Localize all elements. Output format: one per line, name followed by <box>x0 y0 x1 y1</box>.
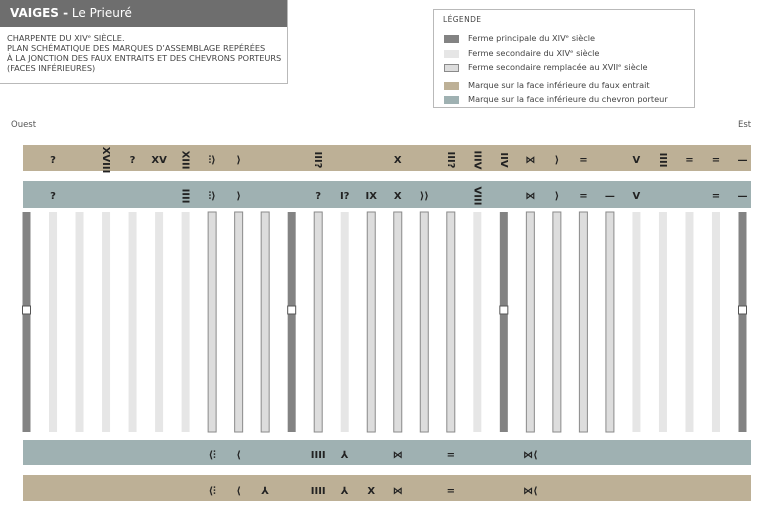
truss-replaced-21 <box>553 212 561 432</box>
title-bold: VAIGES - <box>10 6 69 20</box>
assembly-mark-bottom-chevron: = <box>446 450 455 461</box>
truss-joint-marker <box>288 306 296 314</box>
assembly-mark-top-faux-entrait: XIII <box>179 150 191 170</box>
assembly-mark-bottom-chevron: ⋈⟨ <box>523 450 538 461</box>
truss-secondary-13 <box>341 212 349 432</box>
assembly-mark-top-faux-entrait: IIV <box>497 152 509 168</box>
assembly-mark-top-faux-entrait: IIII <box>656 152 668 168</box>
assembly-mark-bottom-faux-entrait: ⟨ <box>236 486 241 497</box>
assembly-mark-top-chevron: ⫶⟩ <box>208 191 216 202</box>
assembly-mark-top-chevron: ⟩ <box>554 191 560 202</box>
legend-label: Ferme principale du XIVᵉ siècle <box>468 33 596 43</box>
truss-principal-11 <box>288 212 296 432</box>
assembly-mark-top-faux-entrait: IIIV <box>471 150 483 170</box>
assembly-mark-top-faux-entrait: XVIII <box>100 146 112 174</box>
truss-secondary-2 <box>49 212 57 432</box>
truss-replaced-23 <box>606 212 614 432</box>
assembly-mark-top-chevron: I? <box>339 191 350 202</box>
assembly-mark-bottom-faux-entrait: X <box>367 486 376 497</box>
assembly-mark-top-faux-entrait: ⟩ <box>236 155 241 166</box>
legend-title: LÉGENDE <box>443 15 482 24</box>
assembly-mark-bottom-chevron: ⟨ <box>236 450 241 461</box>
assembly-mark-bottom-chevron: ⋈ <box>392 450 403 461</box>
truss-secondary-24 <box>632 212 640 432</box>
assembly-mark-top-faux-entrait: ? <box>50 155 56 166</box>
assembly-mark-bottom-faux-entrait: IIII <box>310 486 326 497</box>
truss-secondary-6 <box>155 212 163 432</box>
assembly-mark-top-faux-entrait: = <box>579 155 588 166</box>
truss-secondary-25 <box>659 212 667 432</box>
assembly-mark-top-chevron: ⟩ <box>236 191 241 202</box>
assembly-mark-top-faux-entrait: III? <box>444 151 456 169</box>
legend-label: Ferme secondaire du XIVᵉ siècle <box>468 48 600 58</box>
truss-replaced-22 <box>579 212 587 432</box>
truss-secondary-27 <box>712 212 720 432</box>
legend-label: Marque sur la face inférieure du chevron porteur <box>468 94 668 104</box>
truss-secondary-4 <box>102 212 110 432</box>
truss-joint-marker <box>500 306 508 314</box>
assembly-mark-top-faux-entrait: V <box>632 155 641 166</box>
truss-replaced-16 <box>420 212 428 432</box>
assembly-mark-top-faux-entrait: ? <box>129 155 136 166</box>
assembly-mark-bottom-faux-entrait: ⋈ <box>392 486 403 497</box>
assembly-mark-top-faux-entrait: X <box>393 155 402 166</box>
subtitle: CHARPENTE DU XIVᵉ SIÈCLE. PLAN SCHÉMATIQUE DES MARQUES D’ASSEMBLAGE REPÉRÉES À LA JONCTION DES FAUX ENTRAITS ET DES CHEVRONS PORTEURS (FACES INFÉRIEURES) <box>7 33 282 73</box>
truss-replaced-8 <box>208 212 216 432</box>
assembly-mark-bottom-faux-entrait: = <box>446 486 455 497</box>
assembly-mark-top-chevron: ⋈ <box>525 191 536 202</box>
assembly-mark-top-chevron: = <box>711 191 721 202</box>
assembly-mark-bottom-faux-entrait: ⋈⟨ <box>523 486 538 497</box>
truss-secondary-5 <box>129 212 137 432</box>
truss-replaced-20 <box>526 212 534 432</box>
truss-replaced-9 <box>235 212 243 432</box>
truss-secondary-26 <box>685 212 693 432</box>
east-label: Est <box>738 120 752 130</box>
assembly-mark-top-faux-entrait: ⋈ <box>525 155 536 166</box>
assembly-mark-top-chevron: ? <box>315 191 322 202</box>
truss-replaced-10 <box>261 212 269 432</box>
assembly-mark-top-faux-entrait: = <box>711 155 721 166</box>
assembly-mark-top-chevron: IX <box>365 191 377 202</box>
assembly-mark-top-chevron: — <box>737 191 748 202</box>
assembly-mark-top-faux-entrait: XV <box>151 155 167 166</box>
truss-secondary-7 <box>182 212 190 432</box>
truss-secondary-18 <box>473 212 481 432</box>
assembly-mark-top-chevron: — <box>604 191 615 202</box>
assembly-mark-top-chevron: ? <box>50 191 56 202</box>
truss-principal-1 <box>23 212 31 432</box>
assembly-mark-top-chevron: VIII <box>471 186 483 206</box>
assembly-mark-top-chevron: X <box>393 191 402 202</box>
truss-secondary-3 <box>76 212 84 432</box>
assembly-mark-top-faux-entrait: ⫶⟩ <box>208 155 216 166</box>
assembly-mark-top-faux-entrait: III? <box>312 151 324 169</box>
assembly-mark-bottom-faux-entrait: ⟨⫶ <box>208 486 216 497</box>
truss-replaced-14 <box>367 212 375 432</box>
assembly-mark-top-faux-entrait: ⟩ <box>554 155 560 166</box>
west-label: Ouest <box>11 120 37 130</box>
assembly-mark-bottom-faux-entrait: ⅄ <box>261 486 269 497</box>
truss-principal-28 <box>739 212 747 432</box>
assembly-mark-bottom-chevron: ⅄ <box>340 450 349 461</box>
truss-replaced-15 <box>394 212 402 432</box>
assembly-mark-bottom-faux-entrait: ⅄ <box>340 486 349 497</box>
assembly-mark-top-chevron: IIII <box>179 188 191 204</box>
assembly-mark-top-faux-entrait: — <box>737 155 748 166</box>
title-rest: Le Prieuré <box>68 6 132 20</box>
truss-principal-19 <box>500 212 508 432</box>
assembly-mark-top-faux-entrait: = <box>685 155 694 166</box>
legend-label: Marque sur la face inférieure du faux entrait <box>468 80 650 90</box>
assembly-mark-bottom-chevron: ⟨⫶ <box>208 450 216 461</box>
truss-replaced-17 <box>447 212 455 432</box>
truss-joint-marker <box>739 306 747 314</box>
assembly-mark-bottom-chevron: IIII <box>310 450 326 461</box>
truss-joint-marker <box>23 306 31 314</box>
assembly-mark-top-chevron: ⟩⟩ <box>419 191 429 202</box>
assembly-mark-top-chevron: = <box>579 191 588 202</box>
assembly-mark-top-chevron: V <box>632 191 641 202</box>
truss-replaced-12 <box>314 212 322 432</box>
legend-label: Ferme secondaire remplacée au XVIIᵉ siècle <box>468 62 648 72</box>
